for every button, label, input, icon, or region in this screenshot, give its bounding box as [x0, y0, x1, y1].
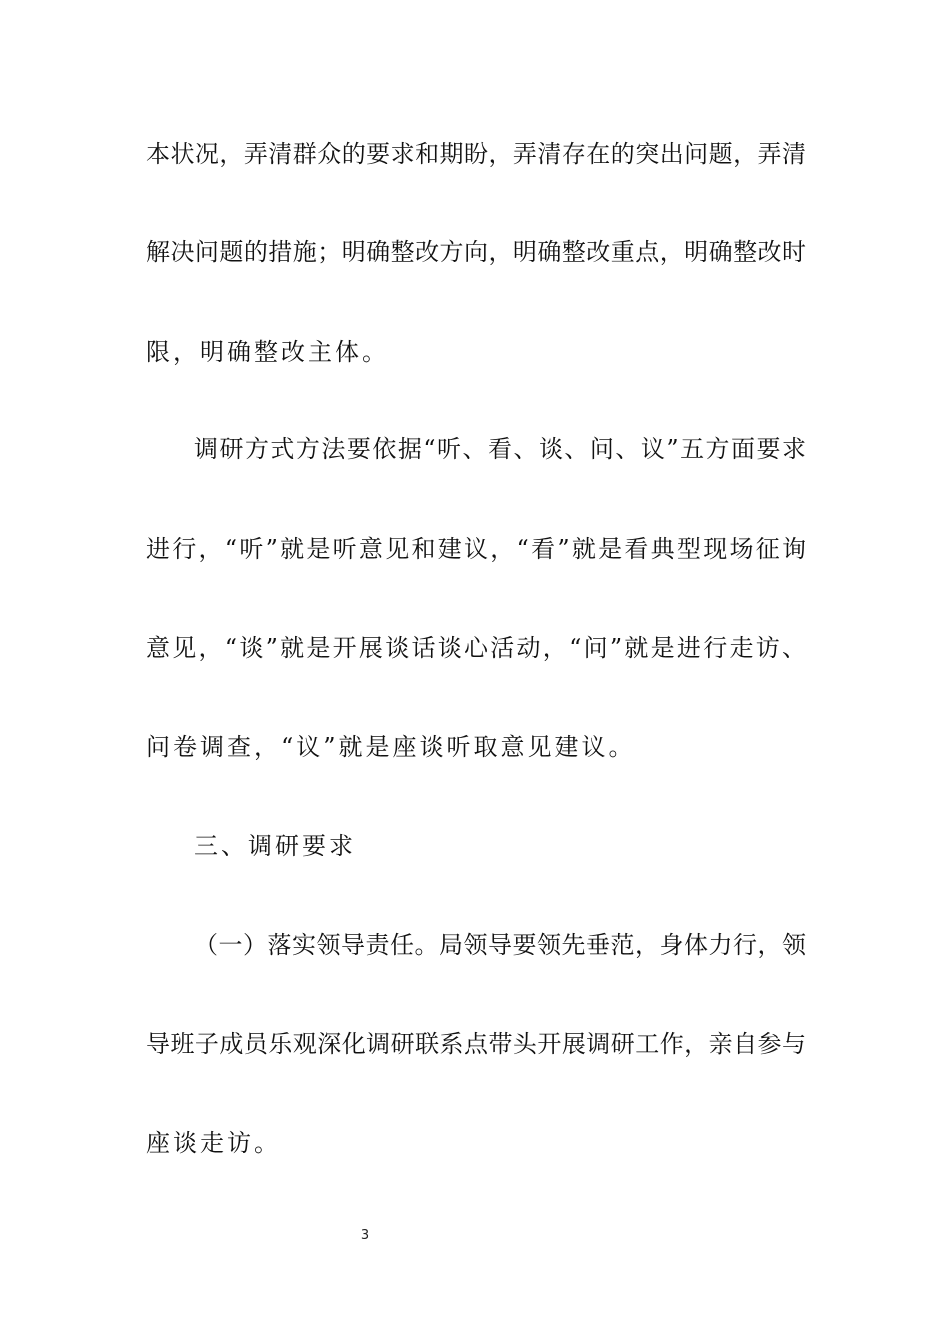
text-line: 意见，“谈”就是开展谈话谈心活动，“问”就是进行走访、 [146, 634, 806, 662]
text-line: 限，明确整改主体。 [146, 338, 389, 366]
text-line: （一）落实领导责任。局领导要领先垂范，身体力行，领 [194, 931, 806, 959]
text-line: 导班子成员乐观深化调研联系点带头开展调研工作，亲自参与 [146, 1030, 806, 1058]
text-line: 调研方式方法要依据“听、看、谈、问、议”五方面要求 [194, 435, 806, 463]
text-line: 进行，“听”就是听意见和建议，“看”就是看典型现场征询 [146, 535, 806, 563]
text-line: 本状况，弄清群众的要求和期盼，弄清存在的突出问题，弄清 [146, 140, 806, 168]
text-line: 问卷调查，“议”就是座谈听取意见建议。 [146, 733, 636, 761]
section-heading: 三、调研要求 [194, 832, 356, 860]
text-line: 解决问题的措施；明确整改方向，明确整改重点，明确整改时 [146, 238, 806, 266]
text-line: 座谈走访。 [146, 1129, 281, 1157]
page-number: 3 [360, 1228, 370, 1243]
